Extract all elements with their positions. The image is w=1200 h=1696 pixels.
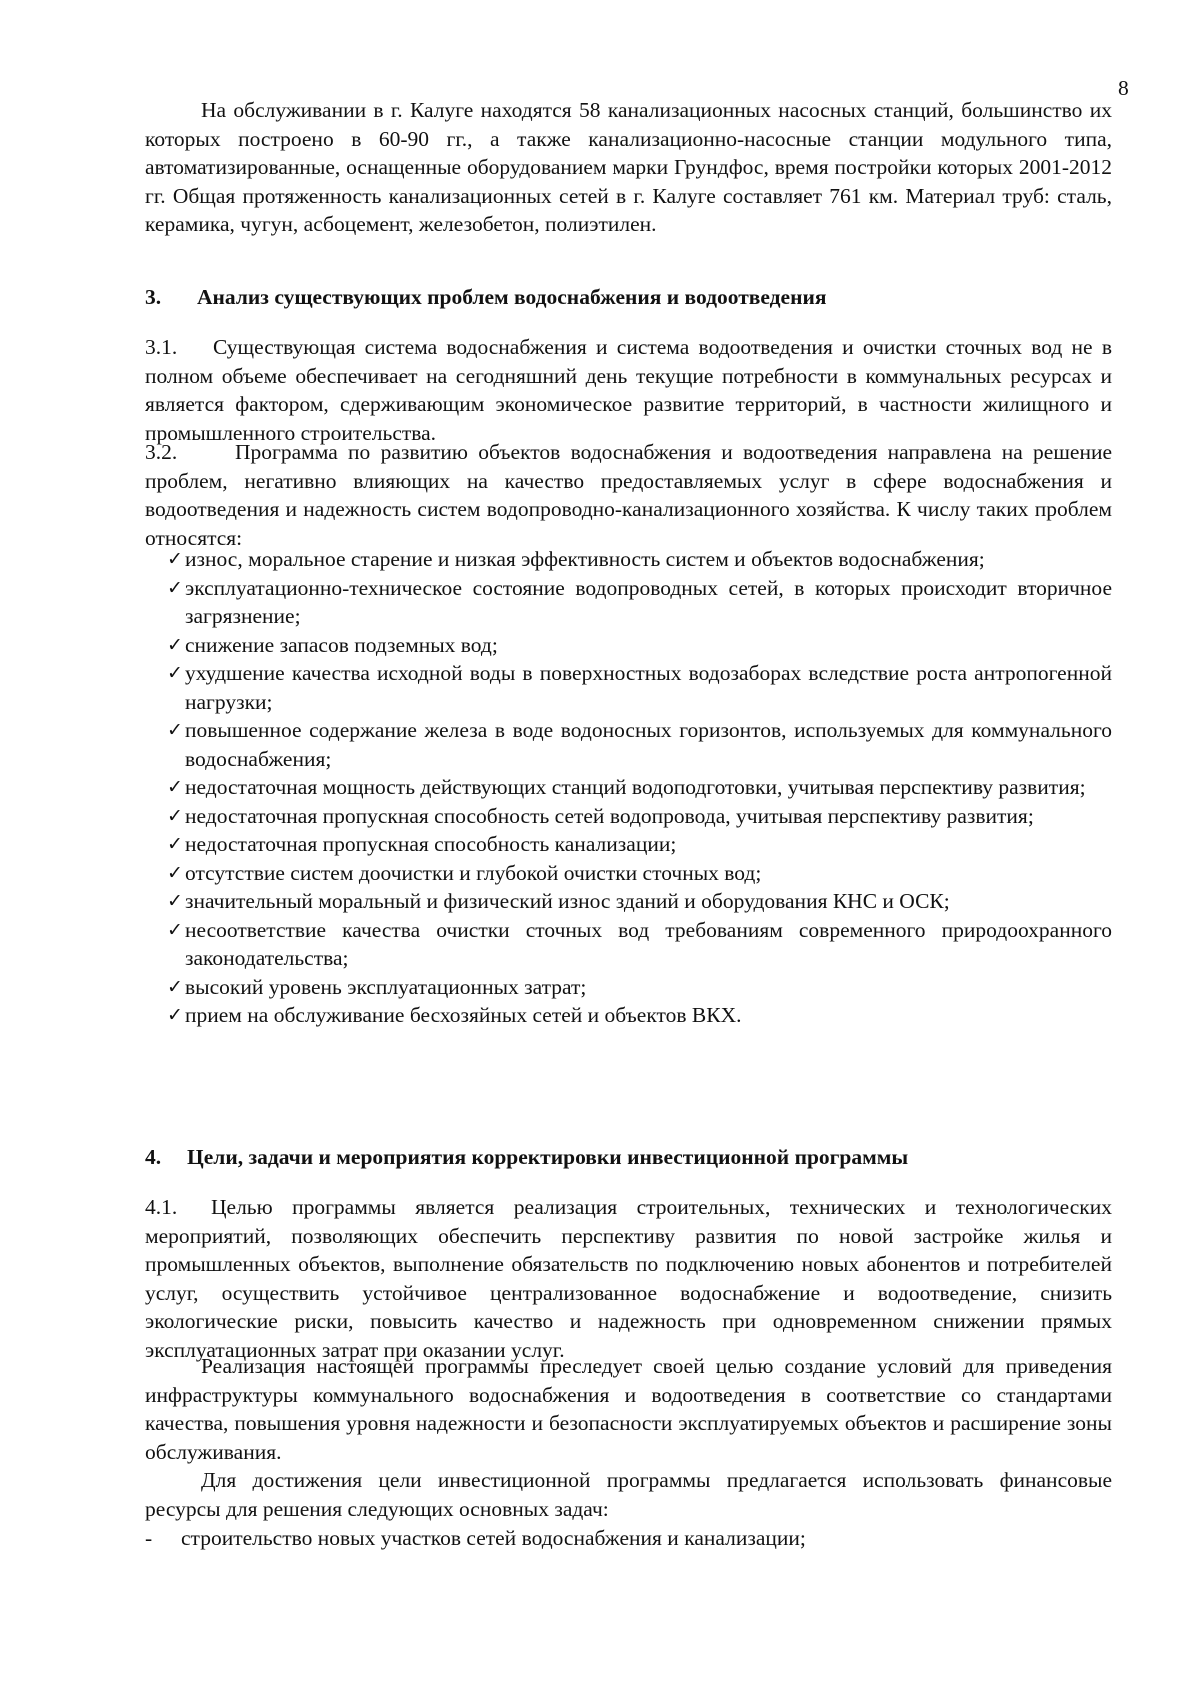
checkmark-icon: ✓	[167, 890, 183, 912]
problems-list	[145, 545, 1112, 1030]
checkmark-icon: ✓	[167, 548, 183, 570]
paragraph-3-1-text: Существующая система водоснабжения и система водоотведения и очистки сточных вод не в полном объеме обеспечивает на сегодняшний день текущие потребности в коммунальных ресурсах и является фактором, сдерживающим экономическое развитие территорий, в частности жилищного и промышленного строительства.	[145, 335, 1112, 445]
list-item: ✓ повышенное содержание железа в воде водоносных горизонтов, используемых для коммунального водоснабжения;	[167, 718, 1112, 771]
paragraph-3-2-number: 3.2.	[145, 440, 178, 464]
checkmark-icon: ✓	[167, 804, 183, 827]
section-3-heading	[145, 283, 1112, 312]
section-4-title: Цели, задачи и мероприятия корректировки инвестиционной программы	[187, 1145, 909, 1169]
dash-bullet: -	[145, 1526, 153, 1550]
checkmark-icon: ✓	[167, 1004, 183, 1026]
section-3-title: Анализ существующих проблем водоснабжения и водоотведения	[197, 285, 827, 309]
list-item: ✓ недостаточная пропускная способность канализации;	[145, 830, 1112, 859]
page-number: 8	[1118, 76, 1129, 100]
section-4-heading	[145, 1143, 1112, 1172]
checkmark-icon: ✓	[167, 776, 183, 798]
checkmark-icon: ✓	[167, 662, 183, 684]
intro-paragraph: На обслуживании в г. Калуге находятся 58 канализационных насосных станций, большинство их которых построено в 60-90 гг., а также канализационно-насосные станции модульного типа, автоматизированные, оснащенные оборудованием марки Грундфос, время постройки которых 2001-2012 гг. Общая протяженность канализационных сетей в г. Калуге составляет 761 км. Материал труб: сталь, керамика, чугун, асбоцемент, железобетон, полиэтилен.	[145, 98, 1112, 236]
checkmark-icon: ✓	[167, 719, 183, 741]
list-item: ✓ значительный моральный и физический износ зданий и оборудования КНС и ОСК;	[145, 887, 1112, 916]
checkmark-icon: ✓	[167, 975, 183, 998]
checkmark-icon: ✓	[167, 833, 183, 855]
list-item: ✓ снижение запасов подземных вод;	[145, 631, 1112, 660]
paragraph-3-1	[145, 333, 1112, 447]
section-3-number: 3.	[145, 285, 162, 309]
list-item: ✓ недостаточная мощность действующих станций водоподготовки, учитывая перспективу развития;	[145, 773, 1112, 802]
list-item: ✓ износ, моральное старение и низкая эффективность систем и объектов водоснабжения;	[145, 545, 1112, 574]
list-item: ✓ недостаточная пропускная способность сетей водопровода, учитывая перспективу развития;	[145, 802, 1112, 831]
paragraph-4-1-text: Целью программы является реализация строительных, технических и технологических мероприятий, позволяющих обеспечить перспективу развития по новой застройке жилья и промышленных объектов, выполнение обязательств по подключению новых абонентов и потребителей услуг, осуществить устойчивое централизованное водоснабжение и водоотведение, снизить экологические риски, повысить качество и надежность при одновременном снижении прямых эксплуатационных затрат при оказании услуг.	[145, 1195, 1112, 1362]
section-4-number: 4.	[145, 1145, 162, 1169]
paragraph-4-1	[145, 1193, 1112, 1364]
realization-paragraph: Реализация настоящей программы преследует своей целью создание условий для приведения инфраструктуры коммунального водоснабжения и водоотведения в соответствие со стандартами качества, повышения уровня надежности и безопасности эксплуатируемых объектов и расширение зоны обслуживания.	[145, 1354, 1112, 1464]
list-item: ✓ отсутствие систем доочистки и глубокой очистки сточных вод;	[145, 859, 1112, 888]
list-item: ✓ несоответствие качества очистки сточных вод требованиям современного природоохранного законодательства;	[167, 917, 1112, 970]
checkmark-icon: ✓	[167, 633, 183, 656]
paragraph-3-2-text: Программа по развитию объектов водоснабжения и водоотведения направлена на решение проблем, негативно влияющих на качество предоставляемых услуг в сфере водоснабжения и водоотведения и надежность систем водопроводно-канализационного хозяйства. К числу таких проблем относятся:	[145, 440, 1112, 550]
paragraph-4-1-number: 4.1.	[145, 1195, 178, 1219]
list-item: ✓ эксплуатационно-техническое состояние водопроводных сетей, в которых происходит вторичное загрязнение;	[167, 575, 1112, 628]
checkmark-icon: ✓	[167, 918, 183, 941]
paragraph-3-2	[145, 438, 1112, 552]
list-item: ✓ ухудшение качества исходной воды в поверхностных водозаборах вследствие роста антропогенной нагрузки;	[167, 661, 1112, 714]
task-item: - строительство новых участков сетей водоснабжения и канализации;	[145, 1524, 1148, 1553]
list-item: ✓ высокий уровень эксплуатационных затрат;	[145, 973, 1112, 1002]
checkmark-icon: ✓	[167, 576, 183, 599]
achieve-paragraph: Для достижения цели инвестиционной программы предлагается использовать финансовые ресурсы для решения следующих основных задач:	[145, 1468, 1112, 1521]
paragraph-3-1-number: 3.1.	[145, 335, 178, 359]
checkmark-icon: ✓	[167, 861, 183, 884]
list-item: ✓ прием на обслуживание бесхозяйных сетей и объектов ВКХ.	[145, 1001, 1112, 1030]
